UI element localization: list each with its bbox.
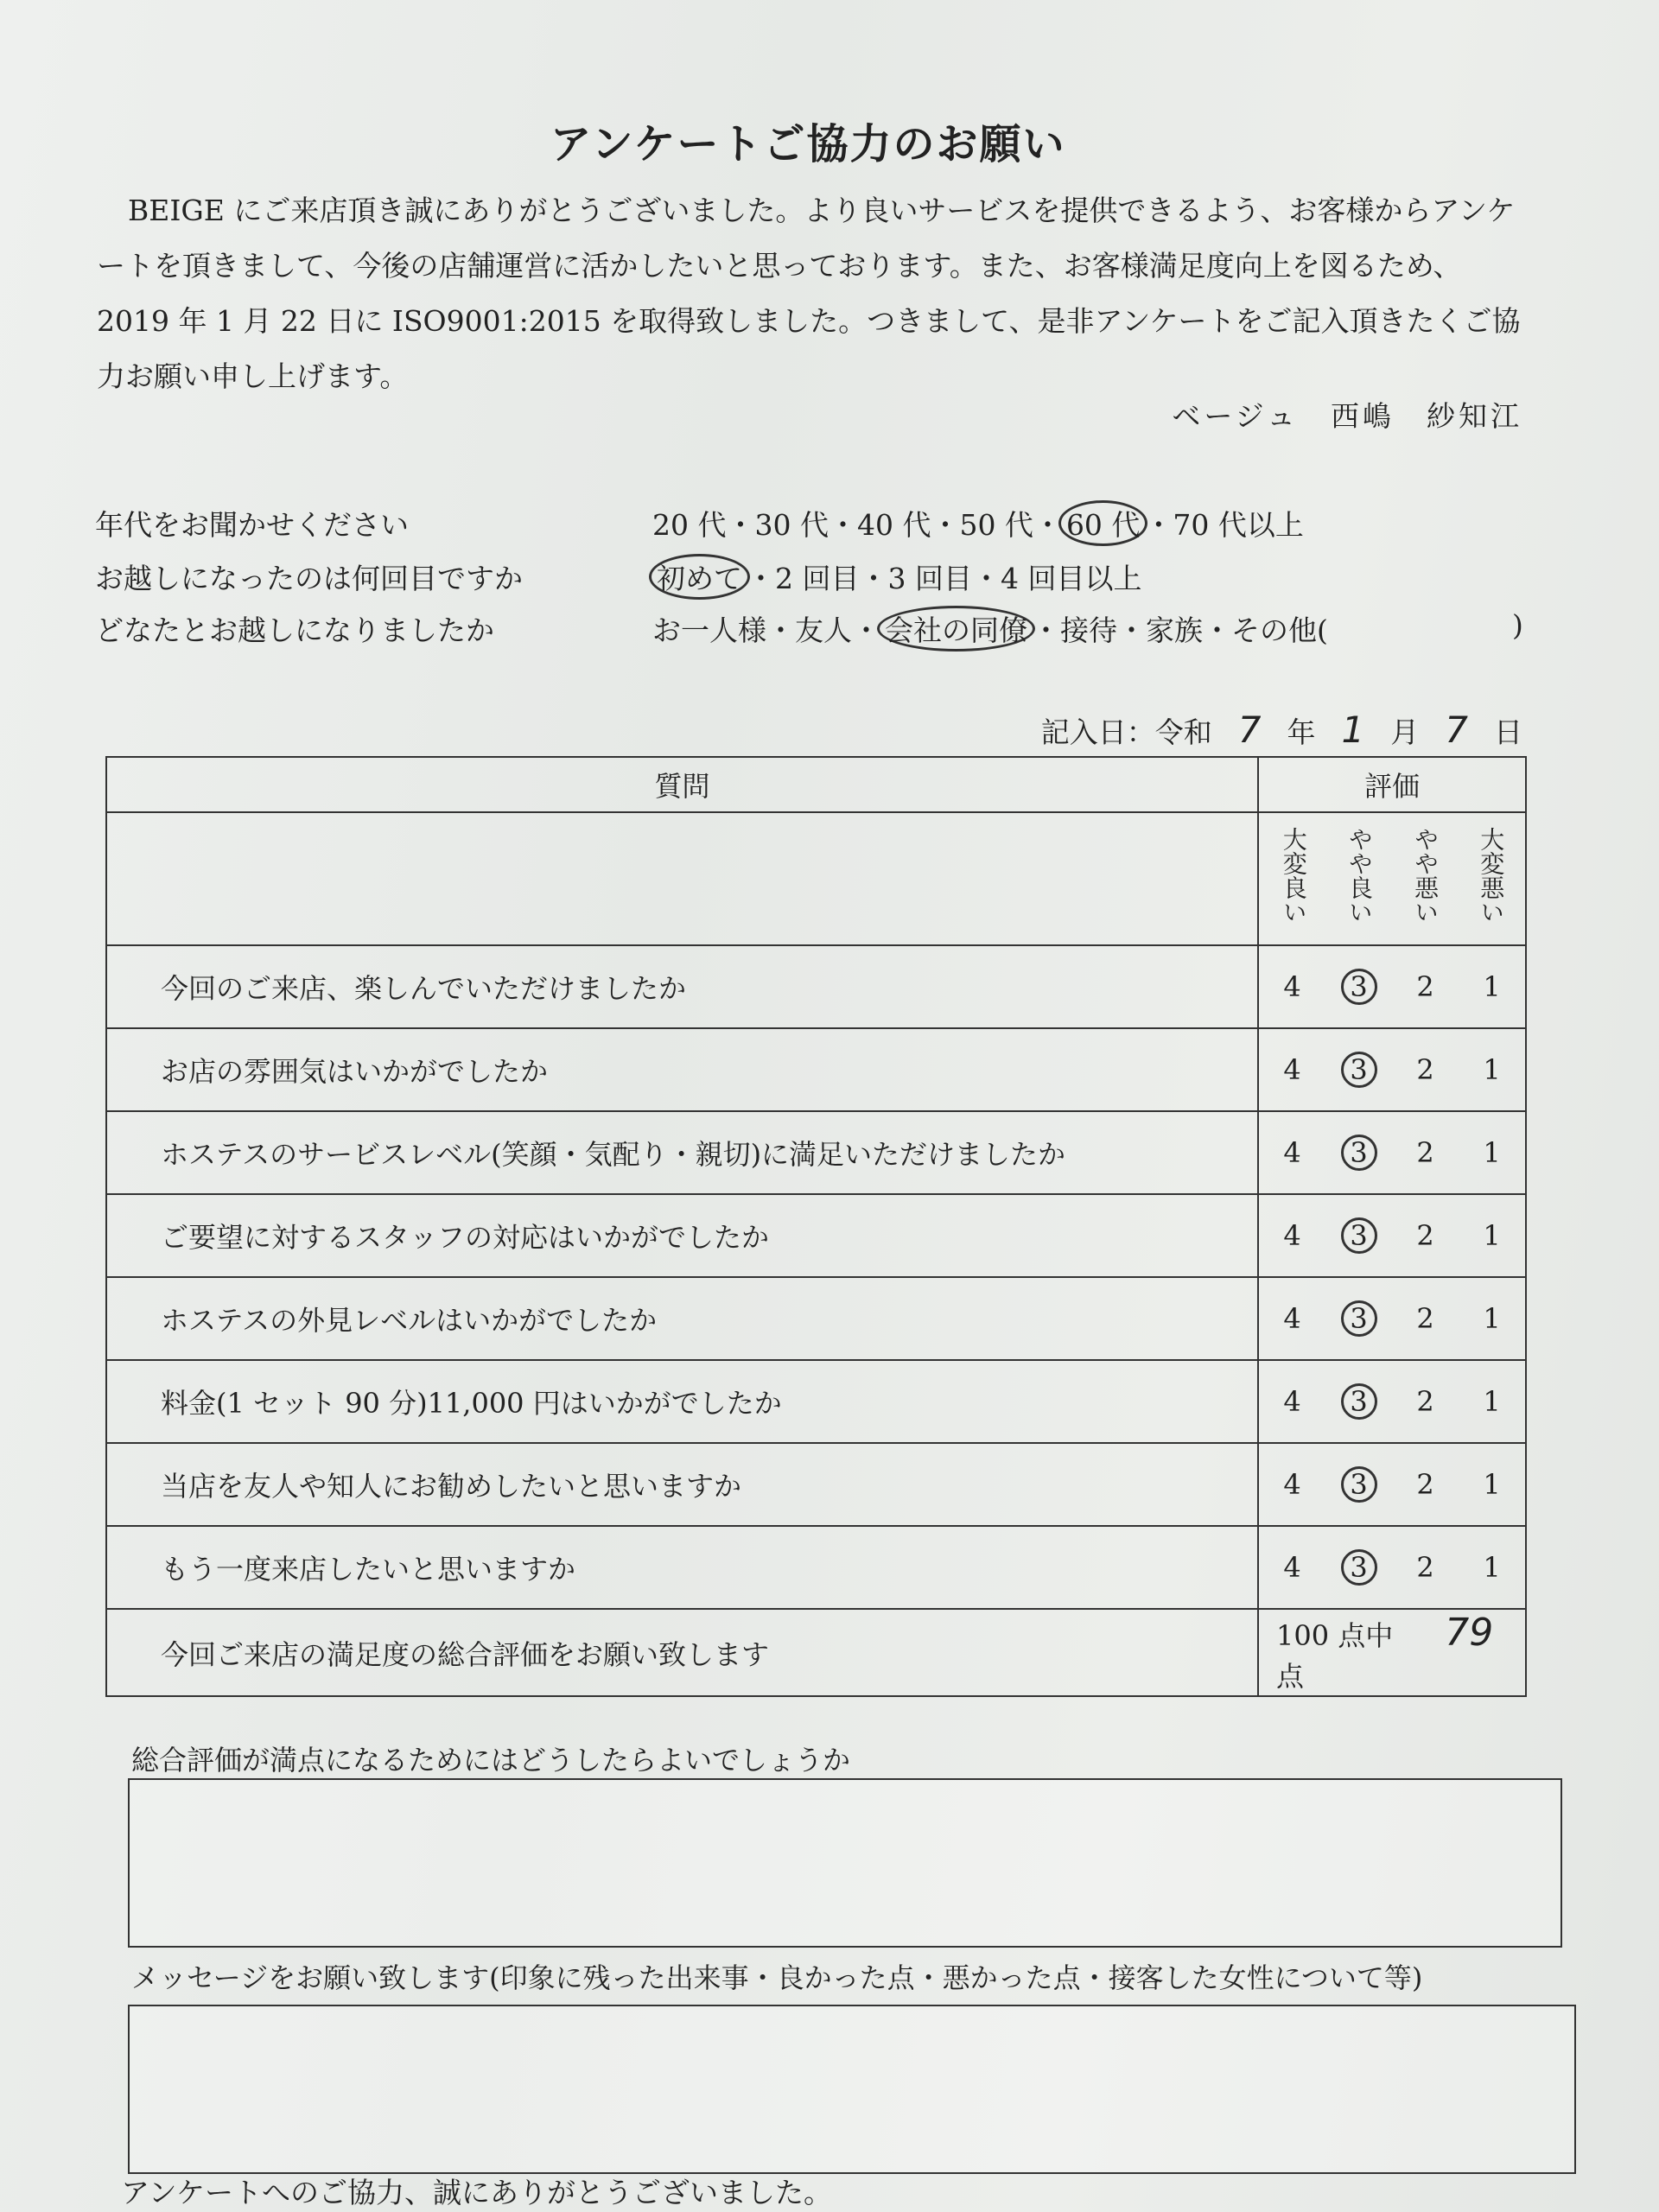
improve-label: 総合評価が満点になるためにはどうしたらよいでしょうか bbox=[131, 1744, 851, 1777]
score-option: 1 bbox=[1483, 1302, 1501, 1335]
score-option: 1 bbox=[1483, 1468, 1501, 1501]
score-cell[interactable] bbox=[1258, 1194, 1325, 1277]
score-cell[interactable] bbox=[1459, 945, 1526, 1028]
signature: ベージュ 西嶋 紗知江 bbox=[1172, 399, 1522, 433]
date-day-unit: 日 bbox=[1494, 715, 1522, 749]
score-selected: 3 bbox=[1341, 1466, 1377, 1503]
score-cell[interactable] bbox=[1392, 1194, 1459, 1277]
profile-option[interactable]: 家族 bbox=[1146, 613, 1203, 647]
total-prefix: 100 点中 bbox=[1276, 1619, 1394, 1652]
score-cell[interactable] bbox=[1392, 1526, 1459, 1609]
score-option: 1 bbox=[1483, 970, 1501, 1003]
score-cell[interactable] bbox=[1325, 1277, 1392, 1360]
date-month: 1 bbox=[1341, 709, 1365, 751]
score-cell[interactable] bbox=[1459, 1194, 1526, 1277]
message-label: メッセージをお願い致します(印象に残った出来事・良かった点・悪かった点・接客した女性について等) bbox=[131, 1961, 1423, 1994]
profile-option[interactable]: 3 回目 bbox=[887, 562, 972, 595]
date-month-unit: 月 bbox=[1390, 715, 1420, 749]
profile-options: 初めて ・2 回目・3 回目・4 回目以上 bbox=[652, 556, 1142, 597]
score-cell[interactable] bbox=[1392, 1443, 1459, 1526]
date-day: 7 bbox=[1445, 709, 1468, 751]
score-option: 1 bbox=[1483, 1551, 1501, 1584]
score-option: 2 bbox=[1416, 1385, 1434, 1418]
total-question: 今回ご来店の満足度の総合評価をお願い致します bbox=[106, 1609, 1258, 1696]
score-option: 4 bbox=[1283, 1468, 1301, 1501]
score-option: 1 bbox=[1483, 1136, 1501, 1169]
score-cell[interactable] bbox=[1258, 1526, 1325, 1609]
profile-option[interactable]: 会社の同僚 bbox=[877, 606, 1035, 652]
score-cell[interactable] bbox=[1258, 1443, 1325, 1526]
score-cell[interactable] bbox=[1258, 1277, 1325, 1360]
score-option: 1 bbox=[1483, 1385, 1501, 1418]
improve-textbox[interactable] bbox=[128, 1778, 1562, 1948]
score-cell[interactable] bbox=[1325, 1194, 1392, 1277]
score-selected: 3 bbox=[1341, 1549, 1377, 1586]
score-option: 4 bbox=[1283, 1053, 1301, 1086]
footer-thanks: アンケートへのご協力、誠にありがとうございました。 bbox=[121, 2176, 833, 2209]
rating-label: 大変良い bbox=[1279, 827, 1308, 924]
score-option: 4 bbox=[1283, 1385, 1301, 1418]
row-question: お店の雰囲気はいかがでしたか bbox=[106, 1028, 1258, 1111]
score-cell[interactable] bbox=[1459, 1111, 1526, 1194]
score-selected: 3 bbox=[1341, 1383, 1377, 1420]
row-question: ホステスの外見レベルはいかがでしたか bbox=[106, 1277, 1258, 1360]
blank-cell bbox=[106, 812, 1258, 945]
score-cell[interactable] bbox=[1325, 1360, 1392, 1443]
score-cell[interactable] bbox=[1392, 1360, 1459, 1443]
table-row bbox=[106, 1194, 1526, 1277]
score-cell[interactable] bbox=[1258, 1028, 1325, 1111]
score-cell[interactable] bbox=[1459, 1526, 1526, 1609]
score-cell[interactable] bbox=[1459, 1443, 1526, 1526]
profile-option[interactable]: 30 代 bbox=[754, 508, 829, 542]
score-option: 4 bbox=[1283, 1551, 1301, 1584]
profile-option[interactable]: 60 代 bbox=[1058, 500, 1147, 546]
profile-option[interactable]: 2 回目 bbox=[775, 562, 860, 595]
header-question: 質問 bbox=[106, 757, 1258, 812]
row-question: 料金(1 セット 90 分)11,000 円はいかがでしたか bbox=[106, 1360, 1258, 1443]
row-question: 今回のご来店、楽しんでいただけましたか bbox=[106, 945, 1258, 1028]
row-question: 当店を友人や知人にお勧めしたいと思いますか bbox=[106, 1443, 1258, 1526]
profile-option[interactable]: お一人様 bbox=[652, 613, 766, 647]
profile-suffix: ) bbox=[1512, 608, 1523, 642]
score-cell[interactable] bbox=[1325, 1443, 1392, 1526]
message-textbox[interactable] bbox=[128, 2005, 1576, 2174]
rating-label: やや良い bbox=[1344, 827, 1374, 924]
total-score bbox=[1258, 1609, 1526, 1696]
score-cell[interactable] bbox=[1459, 1277, 1526, 1360]
profile-option[interactable]: 70 代以上 bbox=[1173, 508, 1304, 542]
profile-row-visits bbox=[95, 556, 1547, 600]
rating-label: やや悪い bbox=[1411, 827, 1440, 924]
score-option: 4 bbox=[1283, 1136, 1301, 1169]
score-cell[interactable] bbox=[1325, 945, 1392, 1028]
score-option: 1 bbox=[1483, 1053, 1501, 1086]
score-option: 2 bbox=[1416, 970, 1434, 1003]
profile-option[interactable]: 4 回目以上 bbox=[1001, 562, 1142, 595]
score-cell[interactable] bbox=[1325, 1028, 1392, 1111]
score-selected: 3 bbox=[1341, 1052, 1377, 1088]
intro-paragraph: BEIGE にご来店頂き誠にありがとうございました。より良いサービスを提供できるよう、お客様からアンケートを頂きまして、今後の店舗運営に活かしたいと思っております。また、お客様満足度向上を図るため、2019 年 1 月 22 日に ISO9001:2015 を取得致しました。つきまして、是非アンケートをご記入頂きたくご協力お願い申し上げます。 bbox=[97, 194, 1521, 393]
profile-question: どなたとお越しになりましたか bbox=[95, 613, 494, 647]
rating-label: 大変悪い bbox=[1477, 827, 1506, 924]
row-question: ご要望に対するスタッフの対応はいかがでしたか bbox=[106, 1194, 1258, 1277]
table-row bbox=[106, 1526, 1526, 1609]
profile-options: 20 代・30 代・40 代・50 代・ 60 代 ・70 代以上 bbox=[652, 503, 1304, 543]
table-row bbox=[106, 1111, 1526, 1194]
score-cell[interactable] bbox=[1392, 1277, 1459, 1360]
score-cell[interactable] bbox=[1459, 1360, 1526, 1443]
score-cell[interactable] bbox=[1392, 1111, 1459, 1194]
header-rating: 評価 bbox=[1258, 757, 1526, 812]
rating-labels bbox=[1258, 812, 1526, 945]
score-cell[interactable] bbox=[1459, 1028, 1526, 1111]
score-cell[interactable] bbox=[1325, 1526, 1392, 1609]
profile-row-age bbox=[95, 503, 1547, 546]
profile-option[interactable]: 20 代 bbox=[652, 508, 727, 542]
score-option: 4 bbox=[1283, 1219, 1301, 1252]
table-row bbox=[106, 1028, 1526, 1111]
table-row bbox=[106, 1443, 1526, 1526]
row-question: もう一度来店したいと思いますか bbox=[106, 1526, 1258, 1609]
score-option: 4 bbox=[1283, 970, 1301, 1003]
survey-table bbox=[105, 756, 1527, 1697]
score-selected: 3 bbox=[1341, 1135, 1377, 1171]
date-label: 記入日：令和 bbox=[1040, 715, 1212, 749]
score-option: 4 bbox=[1283, 1302, 1301, 1335]
score-option: 1 bbox=[1483, 1219, 1501, 1252]
entry-date bbox=[1041, 709, 1522, 751]
profile-option[interactable]: 友人 bbox=[795, 613, 852, 647]
score-selected: 3 bbox=[1341, 1300, 1377, 1337]
page-title: アンケートご協力のお願い bbox=[550, 120, 1066, 168]
profile-question: お越しになったのは何回目ですか bbox=[95, 562, 523, 595]
profile-option[interactable]: 40 代 bbox=[856, 508, 931, 542]
total-unit: 点 bbox=[1276, 1660, 1305, 1693]
date-year-unit: 年 bbox=[1287, 715, 1316, 749]
profile-option[interactable]: 接待 bbox=[1060, 613, 1117, 647]
score-option: 2 bbox=[1416, 1219, 1434, 1252]
profile-option[interactable]: 50 代 bbox=[959, 508, 1033, 542]
score-cell[interactable] bbox=[1392, 1028, 1459, 1111]
score-option: 2 bbox=[1416, 1053, 1434, 1086]
total-value: 79 bbox=[1445, 1611, 1494, 1655]
score-selected: 3 bbox=[1341, 1217, 1377, 1254]
score-cell[interactable] bbox=[1325, 1111, 1392, 1194]
score-option: 2 bbox=[1416, 1302, 1434, 1335]
profile-option[interactable]: その他( bbox=[1231, 613, 1328, 647]
score-cell[interactable] bbox=[1258, 945, 1325, 1028]
score-option: 2 bbox=[1416, 1468, 1434, 1501]
profile-option[interactable]: 初めて bbox=[649, 554, 750, 600]
profile-options: お一人様・友人・ 会社の同僚 ・接待・家族・その他( bbox=[652, 608, 1328, 649]
profile-row-companion bbox=[95, 608, 1547, 652]
score-cell[interactable] bbox=[1258, 1360, 1325, 1443]
score-selected: 3 bbox=[1341, 969, 1377, 1005]
score-cell[interactable] bbox=[1392, 945, 1459, 1028]
score-cell[interactable] bbox=[1258, 1111, 1325, 1194]
table-row bbox=[106, 1277, 1526, 1360]
profile-question: 年代をお聞かせください bbox=[95, 508, 409, 542]
score-option: 2 bbox=[1416, 1136, 1434, 1169]
row-question: ホステスのサービスレベル(笑顔・気配り・親切)に満足いただけましたか bbox=[106, 1111, 1258, 1194]
table-row bbox=[106, 1360, 1526, 1443]
date-year: 7 bbox=[1237, 709, 1262, 751]
score-option: 2 bbox=[1416, 1551, 1434, 1584]
table-row bbox=[106, 945, 1526, 1028]
